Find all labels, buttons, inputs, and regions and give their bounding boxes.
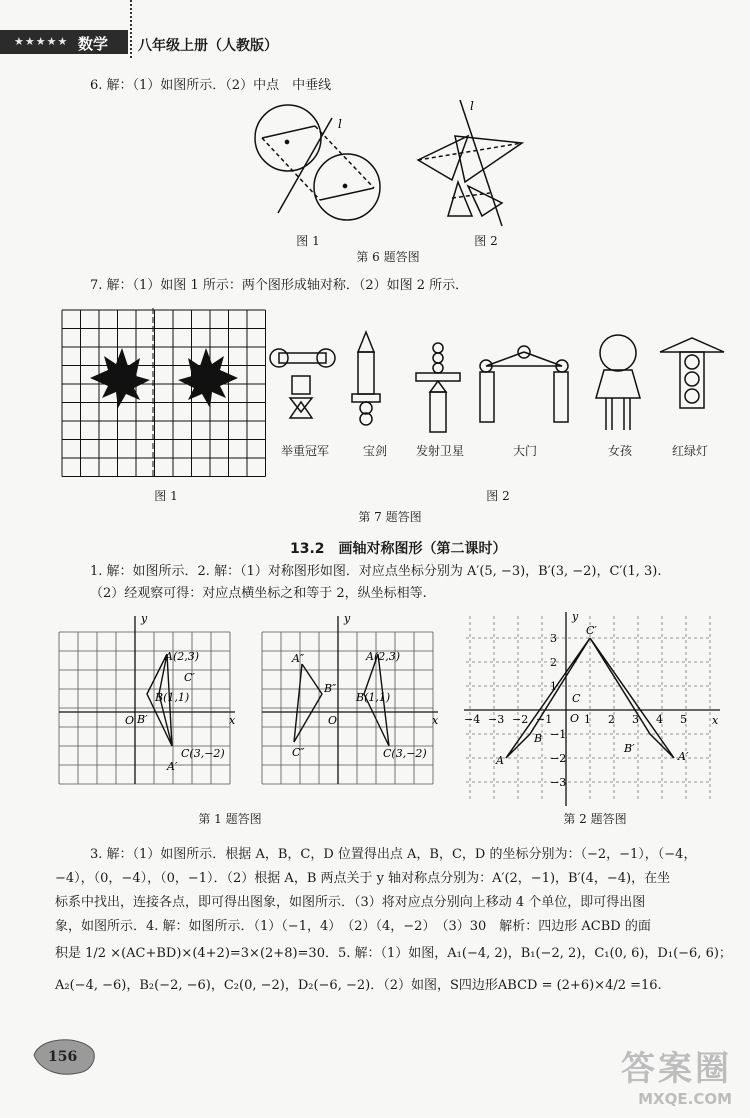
graph-1 <box>55 612 240 792</box>
g3-label-A: A <box>496 754 504 767</box>
q6-figure-2 <box>418 100 522 226</box>
q3-line-6: A₂(−4, −6)，B₂(−2, −6)，C₂(0, −2)，D₂(−6, −2)．（2）如图，S四边形ABCD = (2+6)×4/2 =16. <box>55 978 662 993</box>
watermark-logo-text: 答案圈 <box>621 1049 732 1089</box>
satellite-figure <box>416 343 460 432</box>
graph-caption-2: 第 2 题答图 <box>563 812 627 826</box>
g3-y-tick-label: 3 <box>550 632 557 645</box>
g3-label-C: C <box>572 692 581 705</box>
g3-y-tick-label: 2 <box>550 656 557 669</box>
q7-figure-1-grid <box>60 308 270 478</box>
label-gate: 大门 <box>512 444 537 458</box>
g1-label-C: C(3,−2) <box>181 747 225 760</box>
g2-y-label: y <box>344 612 351 625</box>
g3-y-tick-label: −1 <box>550 728 567 741</box>
girl-figure <box>596 335 640 430</box>
g3-y-tick-label: 1 <box>550 680 557 693</box>
g2-label-B-double-prime: B″ <box>324 682 337 695</box>
g1-label-B-prime: B′ <box>137 713 148 726</box>
g2-label-B: B(1,1) <box>356 691 391 704</box>
header-divider <box>130 0 132 58</box>
section-line-2: （2）经观察可得：对应点横坐标之和等于 2，纵坐标相等. <box>90 586 427 601</box>
g1-x-label: x <box>229 714 236 727</box>
sword-figure <box>352 332 380 425</box>
header-stars: ★★★★★ <box>14 35 69 48</box>
weightlifter-figure <box>270 349 335 418</box>
q3-line-1: 3. 解：（1）如图所示．根据 A，B，C，D 位置得出点 A，B，C，D 的坐标分别为：（−2，−1），（−4， <box>90 847 697 862</box>
g1-label-C-prime: C′ <box>184 671 195 684</box>
g1-origin: O <box>125 714 135 727</box>
g1-label-A: A(2,3) <box>165 650 200 663</box>
q6-figure-1 <box>255 105 380 220</box>
g2-x-label: x <box>432 714 439 727</box>
g3-x-tick-label: 4 <box>656 713 663 726</box>
q6-fig1-axis-label: l <box>338 117 342 131</box>
q7-caption-1: 图 1 <box>154 489 178 503</box>
page-header <box>0 0 750 58</box>
g2-label-A: A(2,3) <box>366 650 401 663</box>
g3-x-tick-label: 1 <box>584 713 591 726</box>
label-satellite: 发射卫星 <box>415 444 464 458</box>
q3-line-5: 积是 1/2 ×(AC+BD)×(4+2)=3×(2+8)=30．5. 解：（1）如图，A₁(−4, 2)，B₁(−2, 2)，C₁(0, 6)，D₁(−6, 6)； <box>55 946 732 961</box>
g3-y-tick-label: −3 <box>550 776 567 789</box>
g3-y-label: y <box>572 610 579 623</box>
graph-2 <box>258 612 443 792</box>
q3-line-3: 标系中找出，连接各点，即可得出图象，如图所示．（3）将对应点分别向上移动 4 个单位，即可得出图 <box>55 895 646 910</box>
label-traffic-light: 红绿灯 <box>671 444 708 458</box>
q7-answer: 7. 解：（1）如图 1 所示：两个图形成轴对称．（2）如图 2 所示． <box>90 278 469 293</box>
q6-figures <box>240 98 540 248</box>
q3-line-2: −4），（0，−4），（0，−1）．（2）根据 A，B 两点关于 y 轴对称点分别为：A′(2，−1)，B′(4，−4)，在坐 <box>55 871 671 886</box>
g2-label-A-double-prime: A″ <box>292 652 305 665</box>
page-number-badge <box>30 1035 100 1077</box>
g1-label-B: B(1,1) <box>155 691 190 704</box>
label-sword: 宝剑 <box>362 444 387 458</box>
traffic-light-figure <box>660 338 724 408</box>
g3-label-C-prime: C′ <box>586 624 597 637</box>
g2-origin: O <box>328 714 338 727</box>
g3-x-tick-label: 2 <box>608 713 615 726</box>
g3-x-label: x <box>712 714 719 727</box>
g1-y-label: y <box>141 612 148 625</box>
header-grade: 八年级上册（人教版） <box>138 38 278 54</box>
g3-x-tick-label: −2 <box>512 713 529 726</box>
g3-origin: O <box>570 712 580 725</box>
graph-caption-1: 第 1 题答图 <box>198 812 262 826</box>
g1-label-A-prime: A′ <box>167 760 178 773</box>
graph-3 <box>462 610 727 810</box>
q7-title: 第 7 题答图 <box>358 510 422 524</box>
q7-figure-2 <box>262 318 732 448</box>
section-heading: 13.2 画轴对称图形（第二课时） <box>290 541 507 557</box>
g3-y-tick-label: −2 <box>550 752 567 765</box>
g3-x-tick-label: 3 <box>632 713 639 726</box>
label-weightlifter: 举重冠军 <box>280 444 329 458</box>
header-subject: 数学 <box>78 35 109 53</box>
watermark-url: MXQE.COM <box>638 1090 732 1108</box>
q6-answer: 6. 解：（1）如图所示．（2）中点 中垂线 <box>90 78 332 93</box>
q3-line-4: 象，如图所示．4. 解：如图所示．（1）（−1，4） （2）（4，−2） （3）30 解析：四边形 ACBD 的面 <box>55 919 651 934</box>
q6-title: 第 6 题答图 <box>356 250 420 264</box>
g3-x-tick-label: −1 <box>536 713 553 726</box>
section-line-1: 1. 解：如图所示．2. 解：（1）对称图形如图．对应点坐标分别为 A′(5, −3)，B′(3, −2)，C′(1, 3). <box>90 564 662 579</box>
g3-label-A-prime: A′ <box>678 750 689 763</box>
g3-x-tick-label: 5 <box>680 713 687 726</box>
label-girl: 女孩 <box>607 444 632 458</box>
q6-caption-2: 图 2 <box>474 234 498 248</box>
watermark <box>621 1041 732 1108</box>
g3-x-tick-label: −3 <box>488 713 505 726</box>
g3-label-B-prime: B′ <box>624 742 635 755</box>
gate-figure <box>480 346 568 422</box>
q7-caption-2: 图 2 <box>486 489 510 503</box>
g3-x-tick-label: −4 <box>464 713 481 726</box>
q6-caption-1: 图 1 <box>296 234 320 248</box>
g2-label-C: C(3,−2) <box>383 747 427 760</box>
g2-label-C-double-prime: C″ <box>292 746 305 759</box>
page-number: 156 <box>48 1049 78 1065</box>
q6-fig2-axis-label: l <box>470 99 474 113</box>
g3-label-B: B <box>534 732 543 745</box>
